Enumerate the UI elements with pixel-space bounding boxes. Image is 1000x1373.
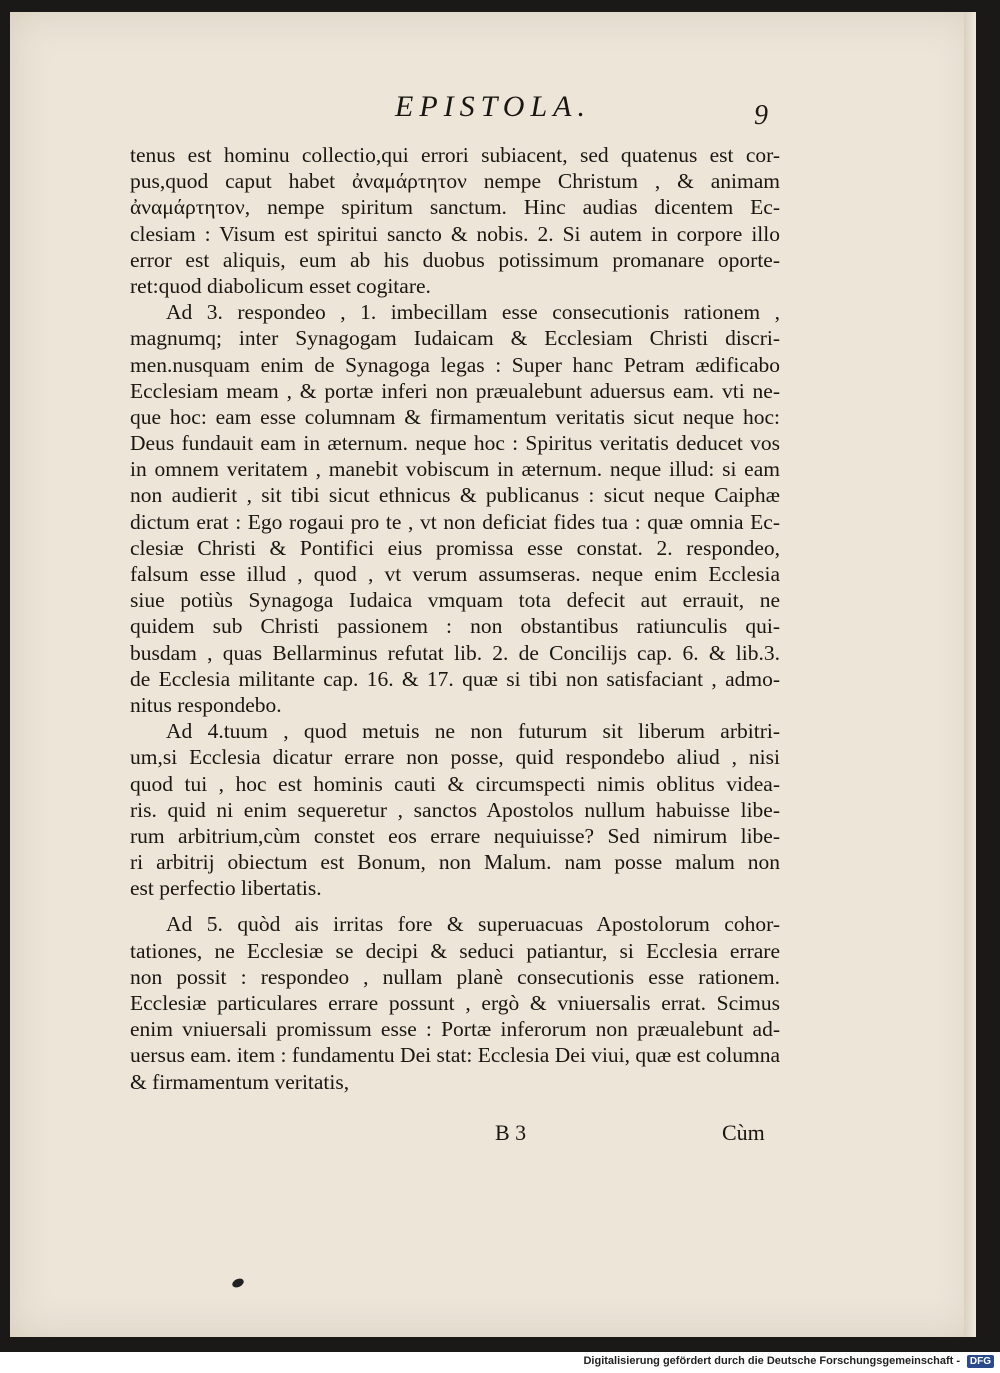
- catchword: Cùm: [722, 1120, 765, 1145]
- text-line: ri arbitrij obiectum est Bonum, non Malum. nam posse malum non: [130, 850, 780, 875]
- text-line: quod tui , hoc est hominis cauti & circumspecti nimis oblitus videa-: [130, 771, 780, 796]
- text-line: non possit : respondeo , nullam planè consecutionis esse rationem.: [130, 964, 780, 989]
- text-line: de Ecclesia militante cap. 16. & 17. quæ si tibi non satisfaciant , admo-: [130, 666, 780, 691]
- text-line: dictum erat : Ego rogaui pro te , vt non deficiat fides tua : quæ omnia Ec-: [130, 509, 780, 534]
- text-line: uersus eam. item : fundamentu Dei stat: Ecclesia Dei viui, quæ est columna: [130, 1043, 780, 1068]
- page-number: 9: [754, 100, 768, 131]
- book-page: [10, 12, 976, 1337]
- text-line: quidem sub Christi passionem : non obstantibus ratiunculis qui-: [130, 614, 780, 639]
- signature-mark: B 3: [495, 1120, 527, 1145]
- ink-spot: [231, 1277, 245, 1289]
- paragraph-gap: [130, 901, 780, 911]
- text-line: Ecclesiæ particulares errare possunt , ergò & vniuersalis errat. Scimus: [130, 991, 780, 1015]
- page-edge: [964, 12, 976, 1337]
- text-line: non audierit , sit tibi sicut ethnicus & publicanus : sicut neque Caiphæ: [130, 483, 780, 508]
- text-line: nitus respondebo.: [130, 692, 282, 717]
- text-line: um,si Ecclesia dicatur errare non posse, quid respondebo aliud , nisi: [130, 745, 780, 770]
- text-line: Ad 3. respondeo , 1. imbecillam esse consecutionis rationem ,: [166, 300, 780, 325]
- credit-bar: [0, 1352, 1000, 1373]
- text-line: ris. quid ni enim sequeretur , sanctos Apostolos nullum habuisse libe-: [130, 797, 780, 822]
- text-line: Ad 4.tuum , quod metuis ne non futurum sit liberum arbitri-: [166, 719, 780, 744]
- text-line: pus,quod caput habet ἀναμάρτητον nempe Christum , & animam: [130, 169, 780, 194]
- body-text: [130, 142, 780, 1095]
- text-line: Deus fundauit eam in æternum. neque hoc : Spiritus veritatis deducet vos: [130, 431, 780, 456]
- text-line: siue potiùs Synagoga Iudaica vmquam tota defecit aut errauit, ne: [130, 588, 780, 613]
- text-line: tationes, ne Ecclesiæ se decipi & seduci patiantur, si Ecclesia errare: [130, 938, 780, 963]
- credit-text: Digitalisierung gefördert durch die Deutsche Forschungsgemeinschaft -: [583, 1355, 960, 1367]
- text-line: Ecclesiam meam , & portæ inferi non præualebunt aduersus eam. vti ne-: [130, 378, 780, 403]
- text-line: men.nusquam enim de Synagoga legas : Super hanc Petram ædificabo: [130, 352, 780, 377]
- text-line: in omnem veritatem , manebit vobiscum in æternum. neque illud: si eam: [130, 457, 780, 482]
- dfg-logo-icon: DFG: [967, 1355, 994, 1368]
- text-line: tenus est hominu collectio,qui errori subiacent, sed quatenus est cor-: [130, 143, 780, 167]
- text-line: est perfectio libertatis.: [130, 876, 322, 901]
- text-line: que hoc: eam esse columnam & firmamentum veritatis sicut neque hoc:: [130, 404, 780, 429]
- text-line: Ad 5. quòd ais irritas fore & superuacuas Apostolorum cohor-: [166, 912, 780, 937]
- text-line: rum arbitrium,cùm constet eos errare nequiuisse? Sed nimirum libe-: [130, 823, 780, 848]
- text-line: falsum esse illud , quod , vt verum assumseras. neque enim Ecclesia: [130, 562, 780, 586]
- running-title: EPISTOLA.: [395, 90, 591, 123]
- text-line: ἀναμάρτητον, nempe spiritum sanctum. Hinc audias dicentem Ec-: [130, 195, 780, 220]
- text-line: clesiæ Christi & Pontifici eius promissa esse constat. 2. respondeo,: [130, 535, 780, 560]
- text-line: clesiam : Visum est spiritui sancto & nobis. 2. Si autem in corpore illo: [130, 221, 780, 246]
- text-line: error est aliquis, eum ab his duobus potissimum promanare oporte-: [130, 247, 780, 272]
- text-line: ret:quod diabolicum esset cogitare.: [130, 273, 431, 298]
- text-line: busdam , quas Bellarminus refutat lib. 2. de Concilijs cap. 6. & lib.3.: [130, 640, 780, 665]
- text-line: & firmamentum veritatis,: [130, 1069, 350, 1094]
- text-line: enim vniuersali promissum esse : Portæ inferorum non præualebunt ad-: [130, 1017, 780, 1042]
- text-line: magnumq; inter Synagogam Iudaicam & Ecclesiam Christi discri-: [130, 326, 780, 351]
